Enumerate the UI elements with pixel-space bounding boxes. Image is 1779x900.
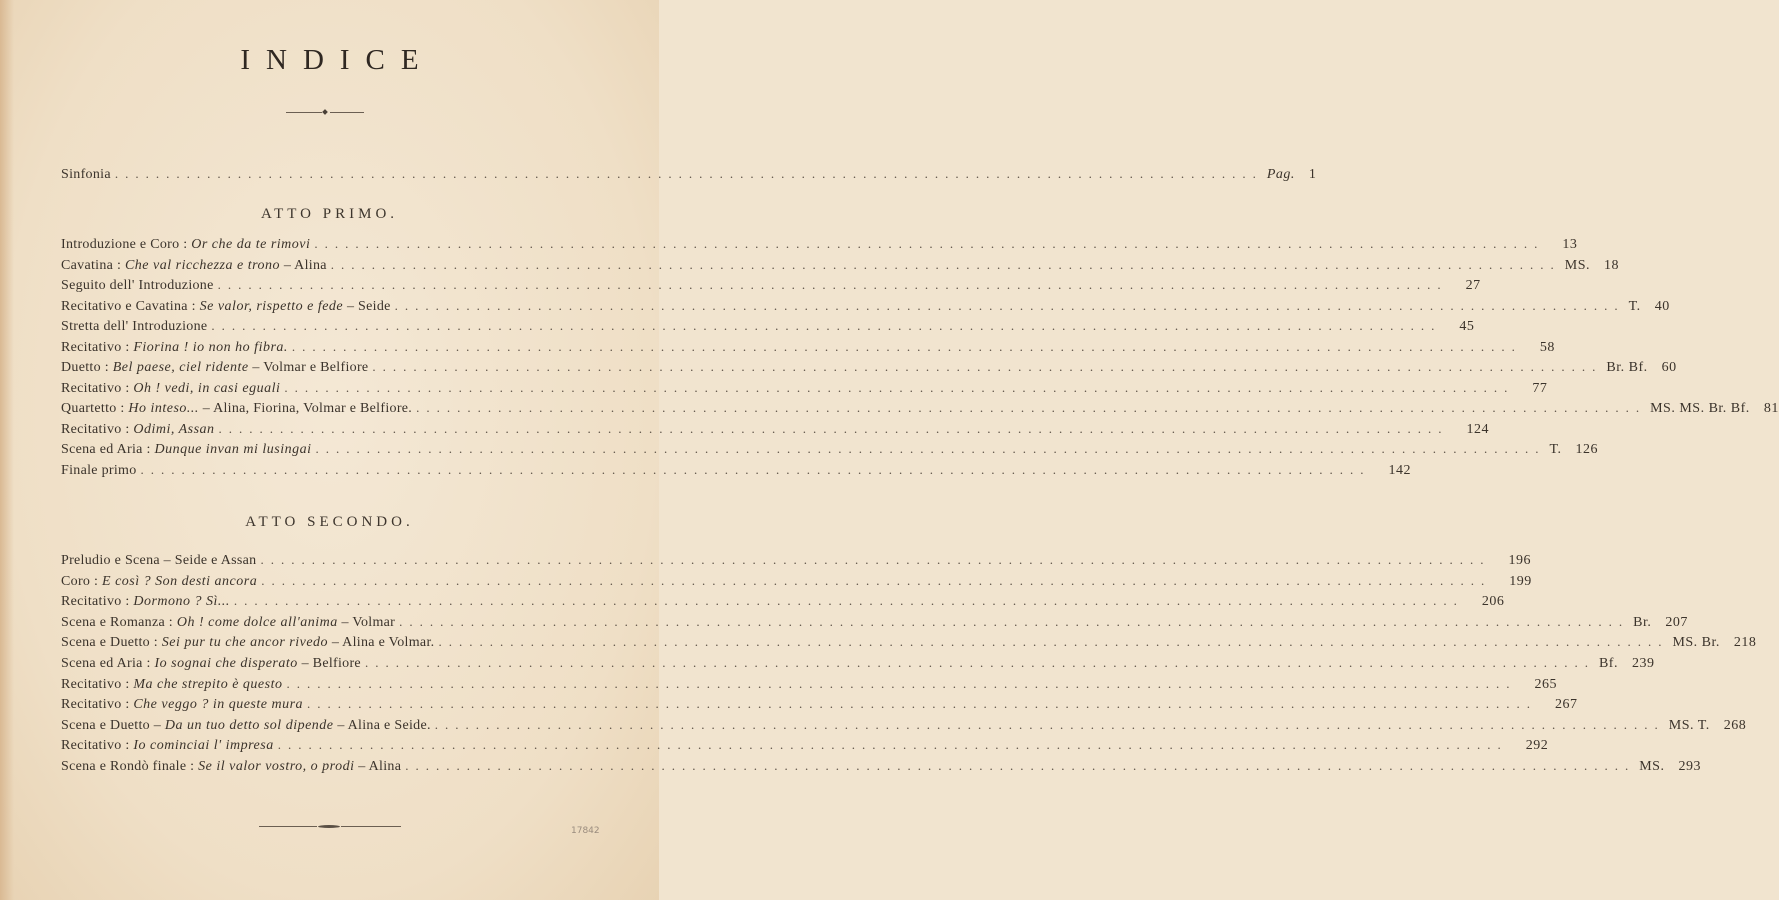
entry-incipit: Se il valor vostro, o prodi [198, 759, 355, 774]
index-entry [61, 572, 1532, 593]
entry-page: 58 [1539, 339, 1555, 355]
entry-characters: – Volmar e Belfiore [248, 360, 369, 375]
entry-label: Recitativo : [61, 697, 130, 713]
entry-incipit: Bel paese, ciel ridente [112, 360, 249, 375]
entry-label: Cavatina : [61, 257, 122, 273]
entry-incipit: Che veggo ? in queste mura [133, 697, 304, 713]
entry-voices: MS. [1639, 759, 1665, 774]
entry-incipit: Odimi, Assan [133, 421, 215, 437]
entry-incipit: Oh ! come dolce all'anima [176, 614, 338, 630]
leader-dots: ........................................................................................................................ [315, 441, 1546, 456]
entry-title [61, 319, 207, 335]
page-title: INDICE [240, 44, 435, 76]
entry-label: Seguito dell' Introduzione [61, 278, 214, 293]
leader-dots: ........................................................................................................................ [261, 572, 1492, 588]
bottom-ornament-right-rule [341, 826, 401, 827]
entry-title [61, 381, 280, 397]
entry-page: 199 [1509, 573, 1532, 589]
entry-label: Scena e Duetto : [61, 635, 158, 651]
entry-page: 293 [1678, 759, 1701, 774]
entry-title [61, 553, 256, 569]
entry-title [61, 635, 434, 651]
index-entry [61, 359, 1677, 379]
entry-title [61, 656, 361, 672]
page-edge-shadow [0, 0, 14, 900]
entry-incipit: Che val ricchezza e trono [124, 257, 281, 273]
entry-voices: T. [1549, 442, 1562, 457]
entry-incipit: Or che da te rimovi [191, 237, 311, 252]
entry-title [61, 718, 431, 734]
entry-voices: MS. MS. Br. Bf. [1650, 401, 1750, 416]
entry-incipit: Dunque invan mi lusingai [154, 442, 312, 457]
entry-label: Stretta dell' Introduzione [61, 319, 208, 334]
entry-label: Recitativo : [61, 676, 130, 692]
act-one-heading: ATTO PRIMO. [260, 206, 399, 222]
leader-dots: ........................................................................................................................ [416, 400, 1647, 415]
index-entry [61, 696, 1578, 716]
leader-dots: ........................................................................................................................ [260, 552, 1491, 567]
index-entry [61, 552, 1531, 572]
entry-label: Recitativo : [61, 421, 130, 437]
entry-title [61, 759, 401, 775]
entry-voices: MS. T. [1668, 717, 1710, 733]
leader-dots: ........................................................................................................................ [217, 277, 1448, 292]
entry-voices: MS. Br. [1672, 635, 1720, 651]
entry-title [61, 401, 412, 417]
index-entry [61, 236, 1578, 256]
entry-page: 268 [1723, 717, 1747, 733]
entry-title [61, 422, 215, 438]
entry-title [61, 697, 303, 713]
entry-label: Recitativo : [61, 738, 130, 754]
entry-page: 18 [1604, 257, 1620, 273]
entry-incipit: Sei pur tu che ancor rivedo [161, 635, 329, 651]
entry-label: Scena e Rondò finale : [61, 759, 195, 774]
entry-page: 207 [1665, 614, 1688, 630]
leader-dots: ........................................................................................................................ [314, 236, 1545, 251]
entry-characters: – Alina, Fiorina, Volmar e Belfiore. [198, 401, 413, 416]
leader-dots: ........................................................................................................................ [291, 338, 1522, 354]
entry-title [61, 574, 257, 590]
entry-voices: Br. Bf. [1606, 360, 1648, 375]
index-entry [61, 461, 1412, 482]
entry-characters: – Seide [343, 298, 391, 314]
entry-title [61, 340, 288, 356]
entry-page: 218 [1733, 635, 1757, 651]
entry-label: Scena ed Aria : [61, 442, 151, 457]
entry-incipit: Ma che strepito è questo [133, 676, 283, 692]
bottom-ornament-center [318, 825, 340, 828]
index-entry [61, 593, 1505, 613]
index-entry [61, 613, 1688, 634]
entry-page: 13 [1562, 237, 1578, 252]
entry-page: 267 [1555, 697, 1578, 713]
entry-voices: MS. [1564, 257, 1591, 273]
entry-page: 124 [1466, 421, 1490, 437]
sinfonia-row [61, 166, 1317, 186]
entry-voices: Bf. [1598, 656, 1618, 671]
entry-page: 196 [1508, 553, 1531, 568]
entry-title [61, 278, 214, 294]
entry-characters: – Belfiore [297, 656, 361, 671]
leader-dots: ........................................................................................................................ [434, 716, 1665, 732]
title-ornament-left-rule [286, 112, 322, 113]
index-entry [61, 716, 1747, 737]
index-entry [61, 379, 1548, 400]
entry-label: Scena e Duetto – [61, 717, 162, 733]
index-entry [61, 675, 1557, 696]
entry-label: Recitativo : [61, 594, 130, 610]
entry-page: 142 [1388, 462, 1412, 478]
entry-incipit: Ho inteso... [128, 401, 199, 416]
entry-title [61, 677, 282, 693]
entry-label: Quartetto : [61, 401, 125, 416]
entry-page: 40 [1654, 298, 1670, 314]
leader-dots: ........................................................................................................................ [233, 593, 1464, 609]
leader-dots: ........................................................................................................................ [218, 420, 1449, 436]
entry-title [61, 258, 327, 274]
entry-incipit: Dormono ? Sì... [133, 594, 230, 610]
entry-characters: – Alina e Volmar. [328, 635, 435, 651]
entry-title: Sinfonia [61, 167, 111, 182]
bottom-ornament-left-rule [259, 826, 317, 827]
leader-dots: ........................................................................................................................ [372, 359, 1603, 374]
leader-dots: ........................................................................................................................ [277, 737, 1508, 753]
entry-characters: – Alina [354, 759, 402, 774]
entry-label: Preludio e Scena – Seide e Assan [61, 553, 257, 568]
entry-title [61, 594, 230, 610]
leader-dots: ................................................................................................................ [114, 166, 1263, 181]
leader-dots: ........................................................................................................................ [286, 675, 1517, 691]
entry-incipit: Se valor, rispetto e fede [199, 298, 344, 314]
entry-characters: – Alina e Seide. [333, 717, 431, 733]
entry-voices: T. [1628, 298, 1641, 314]
leader-dots: ........................................................................................................................ [405, 758, 1636, 773]
entry-page: 60 [1661, 360, 1677, 375]
entry-page: 77 [1532, 380, 1548, 396]
index-entry [61, 318, 1475, 338]
entry-pag-label: Pag. [1266, 167, 1295, 182]
entry-incipit: E così ? Son desti ancora [102, 573, 258, 589]
index-entry [61, 400, 1779, 420]
entry-page: 1 [1308, 167, 1317, 182]
library-stamp: 17842 [571, 826, 600, 836]
entry-title [61, 463, 137, 479]
entry-page: 239 [1631, 656, 1655, 671]
entry-page: 126 [1575, 442, 1599, 457]
entry-label: Recitativo : [61, 339, 130, 355]
entry-page: 27 [1465, 278, 1481, 293]
title-ornament-right-rule [330, 112, 364, 113]
leader-dots: ........................................................................................................................ [330, 256, 1561, 272]
entry-label: Introduzione e Coro : [61, 237, 188, 252]
leader-dots: ........................................................................................................................ [394, 297, 1625, 313]
leader-dots: ........................................................................................................................ [399, 613, 1630, 629]
index-entry [61, 338, 1555, 359]
entry-label: Duetto : [61, 360, 109, 375]
entry-page: 265 [1534, 676, 1557, 692]
entry-label: Scena e Romanza : [61, 614, 174, 630]
index-entry [61, 655, 1655, 675]
index-entry [61, 737, 1549, 757]
index-entry [61, 297, 1670, 318]
entry-label: Recitativo : [61, 380, 130, 396]
entry-page: 81 [1763, 401, 1779, 416]
entry-label: Recitativo e Cavatina : [61, 298, 196, 314]
entry-title [61, 360, 368, 376]
entry-incipit: Da un tuo detto sol dipende [164, 717, 334, 733]
entry-incipit: Io sognai che disperato [154, 656, 298, 671]
act-two-heading: ATTO SECONDO. [245, 514, 414, 530]
entry-incipit: Oh ! vedi, in casi eguali [133, 380, 281, 396]
entry-incipit: Io cominciai l' impresa [133, 738, 274, 754]
index-entry [61, 441, 1599, 461]
entry-title [61, 738, 274, 754]
index-entry [61, 256, 1620, 277]
entry-label: Coro : [61, 573, 99, 589]
entry-title [61, 442, 312, 458]
entry-title [61, 615, 395, 631]
entry-title [61, 299, 391, 315]
index-entry [61, 420, 1490, 441]
entry-page: 45 [1459, 319, 1475, 334]
leader-dots: ........................................................................................................................ [307, 696, 1538, 712]
entry-label: Finale primo [61, 462, 137, 478]
title-ornament-diamond [322, 109, 328, 115]
entry-page: 292 [1525, 738, 1549, 754]
entry-characters: – Volmar [337, 614, 396, 630]
entry-page: 206 [1481, 594, 1505, 610]
leader-dots: ........................................................................................................................ [284, 379, 1515, 395]
leader-dots: ........................................................................................................................ [438, 634, 1669, 650]
index-entry [61, 758, 1701, 778]
leader-dots: ........................................................................................................................ [211, 318, 1442, 333]
index-entry [61, 634, 1757, 654]
entry-voices: Br. [1633, 614, 1652, 630]
leader-dots: ........................................................................................................................ [364, 655, 1595, 670]
entry-incipit: Fiorina ! io non ho fibra. [133, 339, 288, 355]
entry-label: Scena ed Aria : [61, 656, 151, 671]
entry-title [61, 237, 310, 253]
index-entry [61, 277, 1481, 297]
leader-dots: ........................................................................................................................ [140, 461, 1371, 477]
entry-characters: – Alina [280, 257, 327, 273]
